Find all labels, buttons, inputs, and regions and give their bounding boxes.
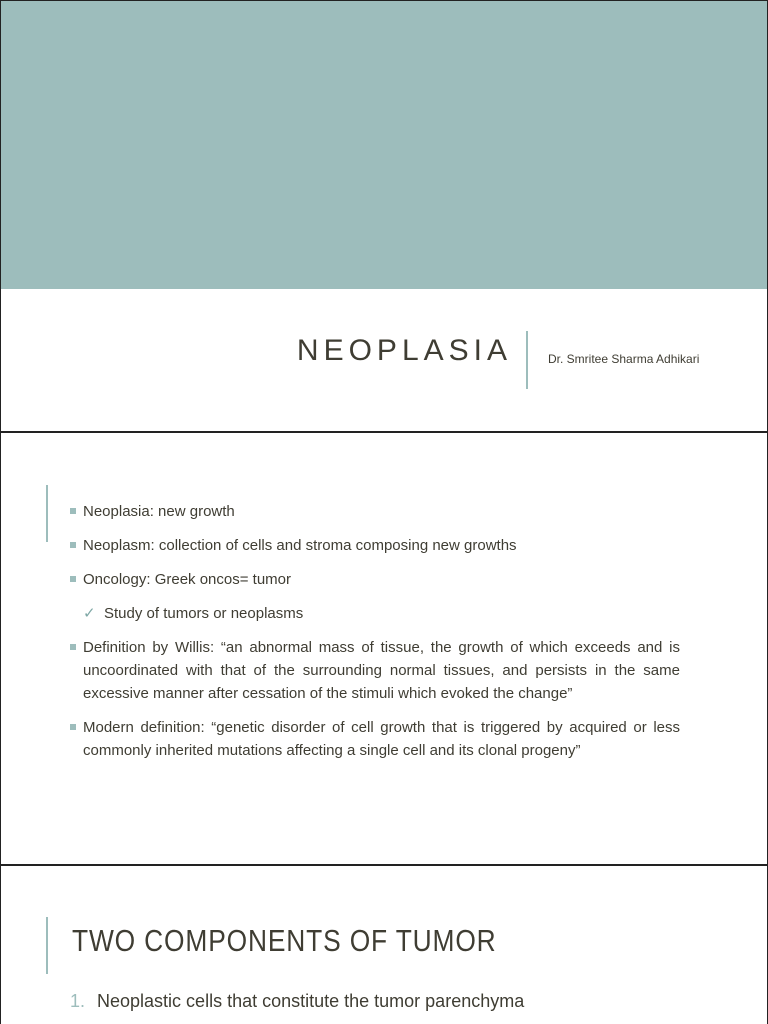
checkmark-icon: ✓ <box>83 605 96 622</box>
author-name: Dr. Smritee Sharma Adhikari <box>548 352 700 366</box>
header-banner <box>1 1 767 289</box>
square-bullet-icon <box>70 542 76 548</box>
slide-title: NEOPLASIA <box>296 334 512 367</box>
list-item: Neoplasm: collection of cells and stroma composing new growths <box>70 534 680 557</box>
heading-accent-bar <box>46 917 48 974</box>
square-bullet-icon <box>70 644 76 650</box>
definition-list <box>70 500 680 773</box>
numbered-item <box>70 991 524 1012</box>
content-accent-bar <box>46 485 48 542</box>
item-text: Neoplastic cells that constitute the tumor parenchyma <box>97 991 525 1011</box>
square-bullet-icon <box>70 576 76 582</box>
list-item: ✓ Study of tumors or neoplasms <box>70 602 680 625</box>
title-divider <box>526 331 528 389</box>
title-slide <box>0 0 768 433</box>
list-item: Modern definition: “genetic disorder of cell growth that is triggered by acquired or less commonly inherited mutations affecting a single cell and its clonal progeny” <box>70 716 680 762</box>
list-item: Oncology: Greek oncos= tumor <box>70 568 680 591</box>
list-item: Definition by Willis: “an abnormal mass of tissue, the growth of which exceeds and is uncoordinated with that of the surrounding normal tissues, and persists in the same excessive manner after cessation of the stimuli which evoked the change” <box>70 636 680 705</box>
list-item: Neoplasia: new growth <box>70 500 680 523</box>
square-bullet-icon <box>70 508 76 514</box>
item-number: 1. <box>70 991 86 1011</box>
slide-heading: TWO COMPONENTS OF TUMOR <box>72 923 497 958</box>
square-bullet-icon <box>70 724 76 730</box>
